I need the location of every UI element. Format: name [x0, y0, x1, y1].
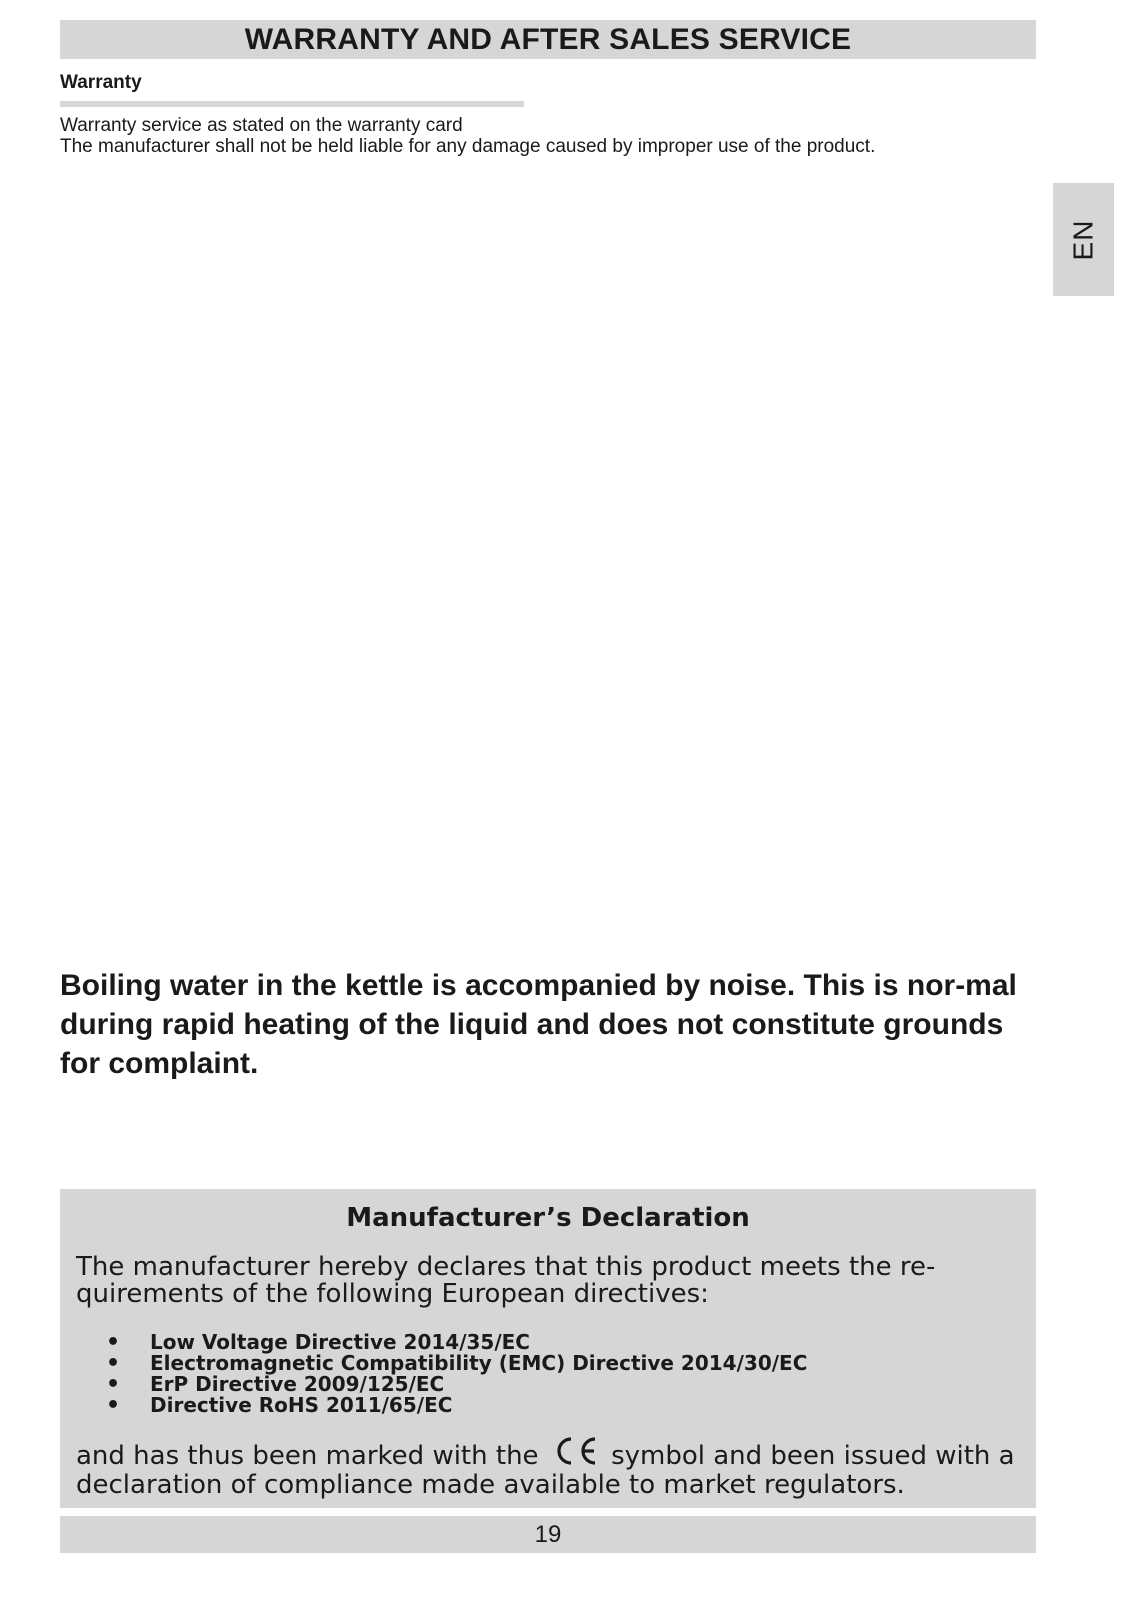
warranty-text — [60, 115, 1040, 157]
declaration-title: Manufacturer’s Declaration — [346, 1203, 750, 1233]
directive-item: • ErP Directive 2009/125/EC — [106, 1374, 807, 1395]
warranty-line-2: The manufacturer shall not be held liable for any damage caused by improper use of the product. — [60, 136, 876, 157]
language-tab — [1053, 183, 1114, 296]
noise-note: Boiling water in the kettle is accompanied by noise. This is nor-mal during rapid heating of the liquid and does not constitute grounds for complaint. — [60, 969, 1017, 1080]
page-footer — [60, 1516, 1036, 1553]
manufacturer-declaration-box — [60, 1189, 1036, 1508]
warranty-heading: Warranty — [60, 72, 142, 93]
directive-item: • Low Voltage Directive 2014/35/EC — [106, 1332, 807, 1353]
declaration-intro: The manufacturer hereby declares that this product meets the re-quirements of the following European directives: — [76, 1252, 936, 1309]
section-divider — [60, 101, 524, 107]
declaration-outro-end: symbol and been issued with a declaration of compliance made available to market regulators. — [76, 1441, 1015, 1500]
page-title: WARRANTY AND AFTER SALES SERVICE — [244, 22, 852, 56]
page-title-bar — [60, 20, 1036, 59]
declaration-outro — [76, 1436, 1026, 1499]
directive-item: • Directive RoHS 2011/65/EC — [106, 1395, 807, 1416]
declaration-outro-start: and has thus been marked with the — [76, 1441, 539, 1471]
ce-mark-icon — [551, 1436, 599, 1472]
page-number: 19 — [534, 1520, 562, 1548]
directive-item: • Electromagnetic Compatibility (EMC) Directive 2014/30/EC — [106, 1353, 807, 1374]
warranty-line-1: Warranty service as stated on the warranty card — [60, 115, 463, 136]
language-label: EN — [1067, 219, 1099, 260]
directive-list — [106, 1332, 807, 1416]
